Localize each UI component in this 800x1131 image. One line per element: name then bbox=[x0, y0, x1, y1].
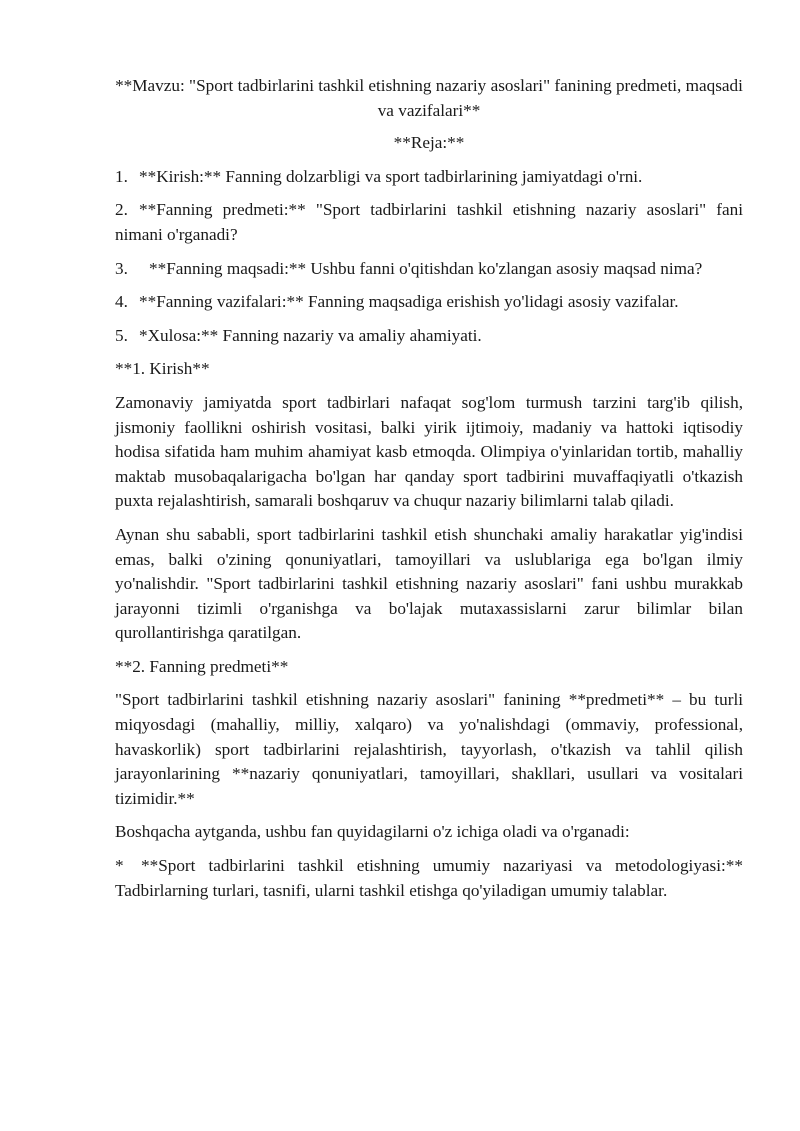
bullet-mark: * bbox=[115, 856, 124, 876]
plan-item-text: *Xulosa:** Fanning nazariy va amaliy ahamiyati. bbox=[139, 325, 482, 345]
section-2-paragraph-2: Boshqacha aytganda, ushbu fan quyidagilarni o'z ichiga oladi va o'rganadi: bbox=[115, 822, 630, 842]
plan-item-text: **Fanning vazifalari:** Fanning maqsadiga erishish yo'lidagi asosiy vazifalar. bbox=[139, 292, 679, 312]
plan-item-number: 4. bbox=[115, 292, 128, 312]
section-1-paragraph-2: Aynan shu sababli, sport tadbirlarini tashkil etish shunchaki amaliy harakatlar yig'indisi emas, balki o'zining qonuniyatlari, tamoyillari va uslublariga ega bo'lgan ilmiy yo'nalishdir. "Sport tadbirlarini tashkil etishning nazariy asoslari" fani ushbu murakkab jarayonni tizimli o'rganishga va bo'lajak mutaxassislarni zarur bilimlar bilan qurollantirishga qaratilgan. bbox=[115, 524, 743, 643]
document-title: **Mavzu: "Sport tadbirlarini tashkil etishning nazariy asoslari" fanining predmeti, maqsadi va vazifalari** bbox=[115, 76, 743, 120]
plan-item-text: **Fanning predmeti:** "Sport tadbirlarini tashkil etishning nazariy asoslari" fani nimani o'rganadi? bbox=[115, 200, 743, 244]
section-1-paragraph-1: Zamonaviy jamiyatda sport tadbirlari nafaqat sog'lom turmush tarzini targ'ib qilish, jismoniy faollikni oshirish vositasi, balki yirik ijtimoiy, madaniy va hattoki iqtisodiy hodisa sifatida ham muhim ahamiyat kasb etmoqda. Olimpiya o'yinlaridan tortib, mahalliy maktab musobaqalarigacha bo'lgan har qanday sport tadbirini muvaffaqiyatli o'tkazish puxta rejalashtirish, samarali boshqaruv va chuqur nazariy bilimlarni talab qiladi. bbox=[115, 392, 743, 511]
plan-item-text: **Fanning maqsadi:** Ushbu fanni o'qitishdan ko'zlangan asosiy maqsad nima? bbox=[149, 258, 703, 278]
plan-item-5 bbox=[115, 324, 743, 349]
document-page bbox=[115, 74, 743, 912]
plan-item-3 bbox=[115, 257, 743, 282]
section-1-heading: **1. Kirish** bbox=[115, 359, 210, 379]
plan-item-text: **Kirish:** Fanning dolzarbligi va sport tadbirlarining jamiyatdagi o'rni. bbox=[139, 166, 643, 186]
plan-heading: **Reja:** bbox=[393, 133, 465, 153]
plan-item-4 bbox=[115, 290, 743, 315]
plan-item-1 bbox=[115, 165, 743, 190]
plan-item-2 bbox=[115, 198, 743, 247]
section-2-heading: **2. Fanning predmeti** bbox=[115, 656, 289, 676]
plan-item-number: 1. bbox=[115, 166, 128, 186]
bullet-text: **Sport tadbirlarini tashkil etishning umumiy nazariyasi va metodologiyasi:** Tadbirlarning turlari, tasnifi, ularni tashkil etishga qo'yiladigan umumiy talablar. bbox=[115, 856, 743, 900]
plan-item-number: 3. bbox=[115, 258, 128, 278]
section-2-paragraph-1: "Sport tadbirlarini tashkil etishning nazariy asoslari" fanining **predmeti** – bu turli miqyosdagi (mahalliy, milliy, xalqaro) va yo'nalishdagi (ommaviy, professional, havaskorlik) sport tadbirlarini rejalashtirish, tayyorlash, o'tkazish va tahlil qilish jarayonlarining **nazariy qonuniyatlari, tamoyillari, shakllari, usullari va vositalari tizimidir.** bbox=[115, 690, 743, 808]
plan-item-number: 5. bbox=[115, 325, 128, 345]
bullet-item bbox=[115, 854, 743, 903]
plan-item-number: 2. bbox=[115, 200, 128, 220]
